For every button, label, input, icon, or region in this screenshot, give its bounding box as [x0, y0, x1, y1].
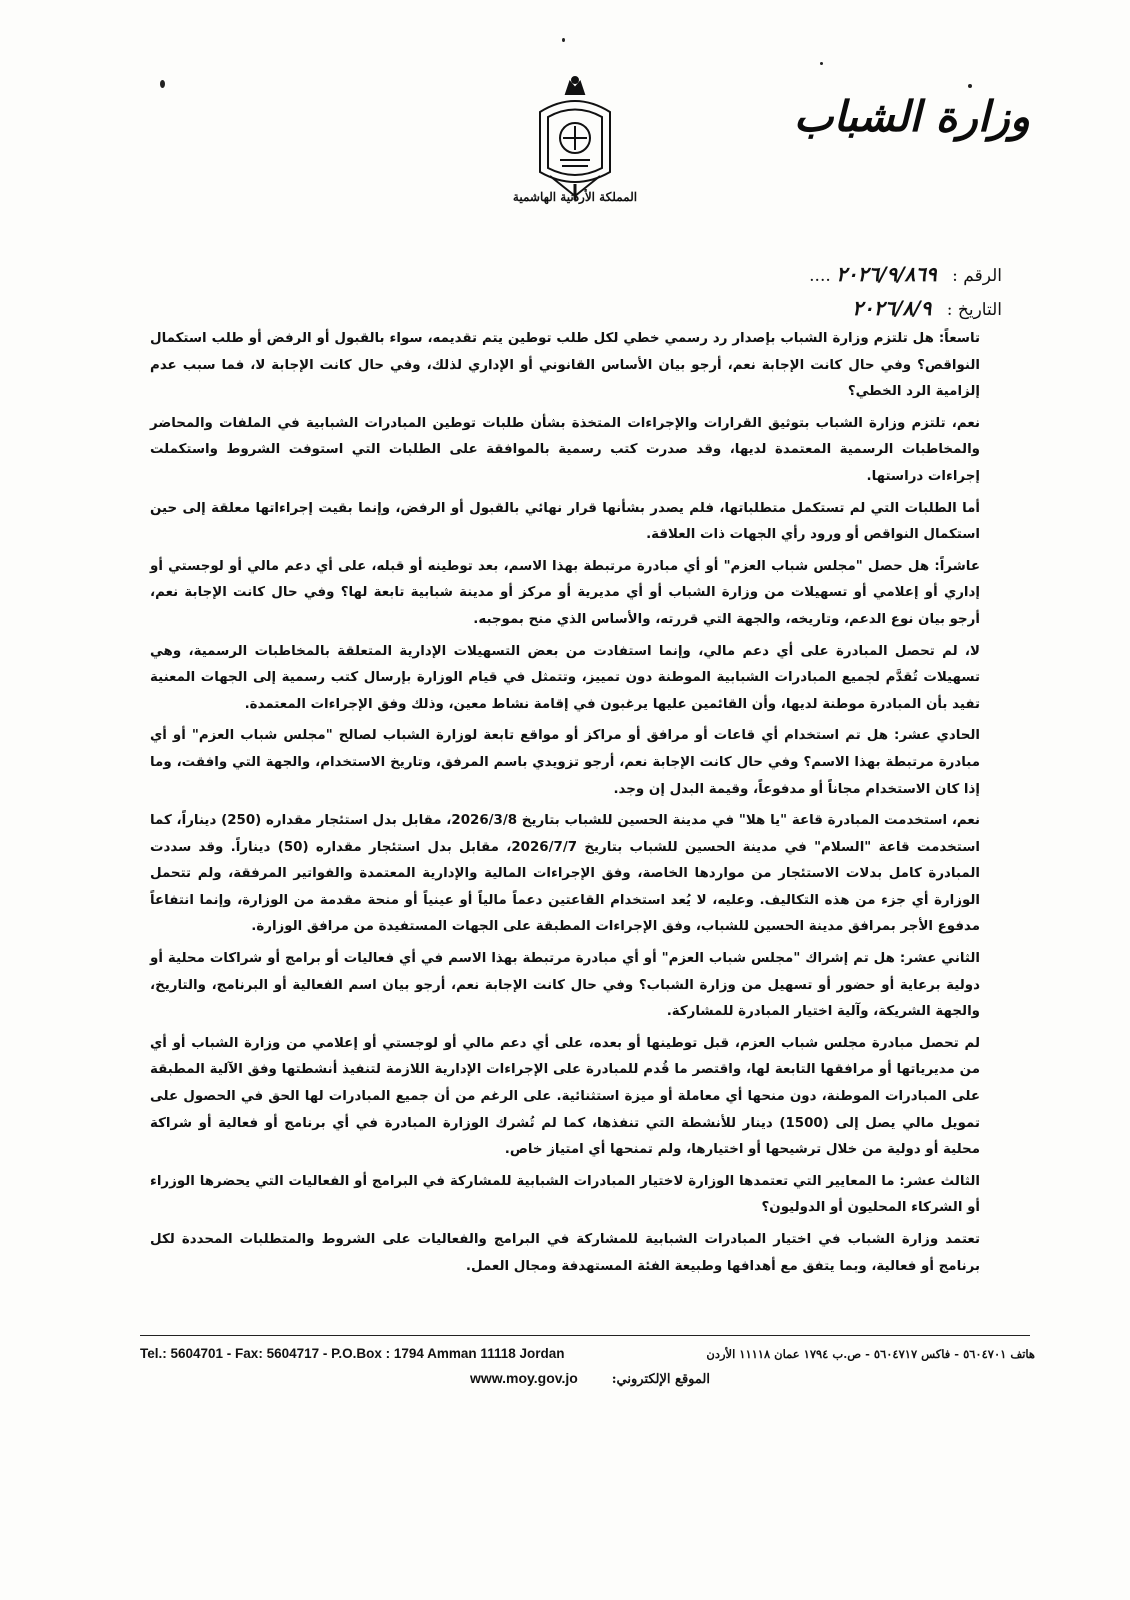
letter-body	[150, 326, 980, 1285]
reference-date-label: التاريخ :	[946, 300, 1002, 320]
website-label: الموقع الإلكتروني:	[611, 1372, 710, 1387]
footer-contact-ar: هاتف ٥٦٠٤٧٠١ - فاكس ٥٦٠٤٧١٧ - ص.ب ١٧٩٤ عمان ١١١١٨ الأردن	[706, 1347, 1035, 1361]
reference-date-value: ٢٠٢٦/٨/٩	[852, 296, 932, 320]
website-link[interactable]: www.moy.gov.jo	[470, 1370, 578, 1386]
paragraph-q11: الحادي عشر: هل تم استخدام أي قاعات أو مرافق أو مراكز أو مواقع تابعة لوزارة الشباب لصالح "مجلس شباب العزم" أو أي مبادرة مرتبطة بهذا الاسم؟ وفي حال كانت الإجابة نعم، أرجو تزويدي باسم المرفق، وتاريخ الاستخدام، والجهة التي وافقت، وما إذا كان الاستخدام مجاناً أو مدفوعاً، وقيمة البدل إن وجد.	[150, 728, 980, 797]
scan-speck	[820, 62, 823, 65]
paragraph-q12: الثاني عشر: هل تم إشراك "مجلس شباب العزم" أو أي مبادرة مرتبطة بهذا الاسم في أي فعاليات أو برامج أو شراكات محلية أو دولية برعاية أو حضور أو تسهيل من وزارة الشباب؟ وفي حال كانت الإجابة نعم، أرجو بيان اسم الفعالية أو البرنامج، والتاريخ، والجهة الشريكة، وآلية اختيار المبادرة للمشاركة.	[150, 951, 980, 1020]
scan-speck	[968, 84, 972, 88]
paragraph-a9-1: نعم، تلتزم وزارة الشباب بتوثيق القرارات والإجراءات المتخذة بشأن طلبات توطين المبادرات الشبابية في الملفات والمحاضر والمخاطبات الرسمية المعتمدة لديها، وقد صدرت كتب رسمية بالموافقة على الطلبات التي استوفت الشروط واستكملت إجراءات دراستها.	[150, 415, 980, 484]
paragraph-a9-2: أما الطلبات التي لم تستكمل متطلباتها، فلم يصدر بشأنها قرار نهائي بالقبول أو الرفض، وإنما بقيت إجراءاتها معلقة إلى حين استكمال النواقص أو ورود رأي الجهات ذات العلاقة.	[150, 500, 980, 543]
paragraph-q10: عاشراً: هل حصل "مجلس شباب العزم" أو أي مبادرة مرتبطة بهذا الاسم، بعد توطينه أو قبله، على أي دعم مالي أو لوجستي أو إداري أو إعلامي أو تسهيلات من وزارة الشباب أو أي مديرية أو مركز أو مدينة شبابية تابعة لها؟ وفي حال كانت الإجابة نعم، أرجو بيان نوع الدعم، وتاريخه، والجهة التي قررته، والأساس الذي منح بموجبه.	[150, 558, 980, 627]
scan-speck	[160, 80, 165, 88]
reference-number-dots: ....	[809, 266, 831, 286]
reference-date-row	[672, 292, 1002, 326]
paragraph-a12: لم تحصل مبادرة مجلس شباب العزم، قبل توطينها أو بعده، على أي دعم مالي أو لوجستي أو إعلامي من وزارة الشباب أو أي من مديرياتها أو مرافقها التابعة لها، واقتصر ما قُدم للمبادرة على الإجراءات الإدارية اللازمة لتنفيذ أنشطتها وفق الآلية المطبقة على المبادرات الموطنة، دون منحها أي معاملة أو ميزة استثنائية. على الرغم من أن جميع المبادرات لها الحق في الحصول على تمويل مالي يصل إلى (1500) دينار للأنشطة التي تنفذها، كما لم تُشرك الوزارة المبادرة في أي برنامج أو فعالية أو شراكة محلية أو دولية من خلال ترشيحها أو اختيارها، ولم تمنحها أي امتياز خاص.	[150, 1035, 980, 1158]
paragraph-a13: تعتمد وزارة الشباب في اختيار المبادرات الشبابية للمشاركة في البرامج والفعاليات على الشروط والمتطلبات المحددة لكل برنامج أو فعالية، وبما يتفق مع أهدافها وطبيعة الفئة المستهدفة ومجال العمل.	[150, 1232, 980, 1274]
footer-contact-en: Tel.: 5604701 - Fax: 5604717 - P.O.Box : 1794 Amman 11118 Jordan	[140, 1346, 565, 1361]
paragraph-q13: الثالث عشر: ما المعايير التي تعتمدها الوزارة لاختيار المبادرات الشبابية للمشاركة في البرامج أو الفعاليات التي يحضرها الوزراء أو الشركاء المحليون أو الدوليون؟	[150, 1173, 980, 1216]
reference-number-value: ٢٠٢٦/٩/٨٦٩	[836, 262, 937, 286]
footer-website	[470, 1370, 710, 1387]
paragraph-q9: تاسعاً: هل تلتزم وزارة الشباب بإصدار رد رسمي خطي لكل طلب توطين يتم تقديمه، سواء بالقبول أو الرفض أو طلب استكمال النواقص؟ وفي حال كانت الإجابة نعم، أرجو بيان الأساس القانوني أو الإداري لذلك، وفي حال كانت الإجابة لا، فما سبب عدم إلزامية الرد الخطي؟	[150, 331, 980, 400]
reference-number-row	[672, 258, 1002, 292]
ministry-name: وزارة الشباب	[793, 92, 1030, 141]
emblem-caption: المملكة الأردنية الهاشمية	[512, 190, 638, 204]
footer-divider	[140, 1335, 1030, 1336]
reference-block	[672, 258, 1002, 326]
paragraph-a11: نعم، استخدمت المبادرة قاعة "يا هلا" في مدينة الحسين للشباب بتاريخ 2026/3/8، مقابل بدل استئجار مقداره (250) ديناراً، كما استخدمت قاعة "السلام" في مدينة الحسين للشباب بتاريخ 2026/7/7، مقابل بدل استئجار مقداره (50) ديناراً. وقد سددت المبادرة كامل بدلات الاستئجار من مواردها الخاصة، وفق الإجراءات المالية والإدارية المعتمدة والفواتير المرفقة، ولم تتحمل الوزارة أي جزء من هذه التكاليف. وعليه، لا يُعد استخدام القاعتين دعماً مالياً أو عينياً أو منحة مقدمة من الوزارة، وإنما انتفاعاً مدفوع الأجر بمرافق مدينة الحسين للشباب، وفق الإجراءات المطبقة على الجهات المستفيدة من مرافق الوزارة.	[150, 813, 980, 935]
footer-contact	[140, 1346, 1035, 1361]
reference-number-label: الرقم :	[952, 266, 1002, 286]
coat-of-arms-icon	[530, 72, 620, 202]
scan-speck	[562, 38, 565, 42]
paragraph-a10: لا، لم تحصل المبادرة على أي دعم مالي، وإنما استفادت من بعض التسهيلات الإدارية المتعلقة بالمخاطبات الرسمية، وهي تسهيلات تُقدَّم لجميع المبادرات الشبابية الموطنة دون تمييز، وتتمثل في قيام الوزارة بإرسال كتب رسمية إلى الجهات المعنية تفيد بأن المبادرة موطنة لديها، وأن القائمين عليها يرغبون في إقامة نشاط معين، وذلك وفق الإجراءات المعتمدة.	[150, 643, 980, 712]
